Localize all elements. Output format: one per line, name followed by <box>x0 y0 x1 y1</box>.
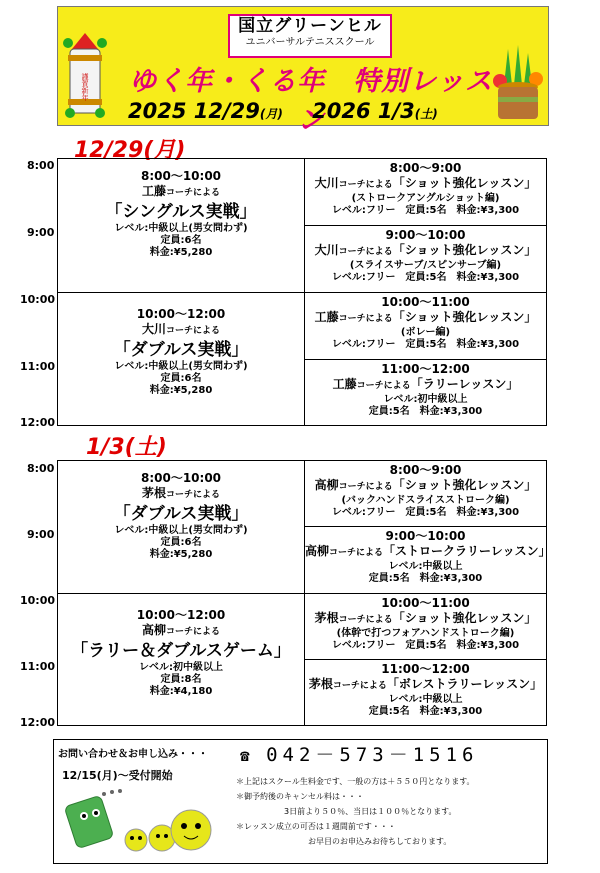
lesson-detail: レベル:初中級以上 <box>139 662 223 673</box>
time-label-11: 11:00 <box>20 660 56 673</box>
reception-start: 12/15(月)～受付開始 <box>62 769 173 782</box>
lesson-time: 10:00～11:00 <box>381 295 470 309</box>
lesson-detail: 定員:6名 <box>160 537 202 548</box>
phone-number[interactable] <box>240 740 478 767</box>
lesson-detail: 定員:6名 <box>160 235 202 246</box>
lesson-block <box>57 292 305 426</box>
kadomatsu-icon <box>62 29 108 121</box>
time-label-11: 11:00 <box>20 360 56 373</box>
date-end: 2026 1/3 <box>312 99 415 123</box>
header-banner <box>57 6 549 136</box>
lesson-coach: 大川コーチによる「ショット強化レッスン」 <box>314 176 537 190</box>
lesson-detail: 料金:¥5,280 <box>149 385 213 396</box>
lesson-block <box>304 292 547 360</box>
phone-text: 042－573－1516 <box>266 744 479 766</box>
time-label-12: 12:00 <box>20 416 56 429</box>
time-label-8: 8:00 <box>27 462 55 475</box>
lesson-detail: レベル:フリー 定員:5名 料金:¥3,300 <box>331 339 520 350</box>
lesson-title: 「ダブルス実戦」 <box>113 504 249 524</box>
note-line: お早目のお申込みお待ちしております。 <box>236 837 452 846</box>
lesson-block <box>57 158 305 293</box>
lesson-block <box>304 659 547 726</box>
lesson-coach: 大川コーチによる <box>141 322 221 336</box>
lesson-coach: 高柳コーチによる「ストロークラリーレッスン」 <box>305 544 551 558</box>
lesson-coach: 高柳コーチによる「ショット強化レッスン」 <box>314 478 537 492</box>
phone-icon: ☎ <box>240 746 250 765</box>
lesson-detail: レベル:中級以上(男女問わず) <box>114 361 248 372</box>
lesson-time: 8:00～9:00 <box>389 463 462 477</box>
kadomatsu-icon <box>490 45 546 123</box>
lesson-coach: 高柳コーチによる <box>141 623 221 637</box>
lesson-time: 10:00～11:00 <box>381 596 470 610</box>
lesson-block <box>304 593 547 660</box>
lesson-detail: レベル:中級以上 <box>388 694 463 705</box>
lesson-title: 「ダブルス実戦」 <box>113 340 249 360</box>
event-dates <box>128 99 498 123</box>
lesson-detail: 定員:6名 <box>160 373 202 384</box>
date-end-dow: (土) <box>414 107 438 121</box>
time-label-12: 12:00 <box>20 716 56 729</box>
lesson-time: 8:00～9:00 <box>389 161 462 175</box>
lesson-time: 8:00～10:00 <box>140 471 222 485</box>
date-start-dow: (月) <box>259 107 283 121</box>
lesson-title: 「シングルス実戦」 <box>105 202 257 222</box>
lesson-detail: 料金:¥4,180 <box>149 686 213 697</box>
lesson-detail: 料金:¥5,280 <box>149 247 213 258</box>
lesson-detail: (体幹で打つフォアハンドストローク編) <box>336 628 515 639</box>
brand-name: 国立グリーンヒル <box>238 16 382 36</box>
lesson-coach: 茅根コーチによる「ボレストラリーレッスン」 <box>308 677 543 691</box>
lesson-coach: 工藤コーチによる「ラリーレッスン」 <box>332 377 519 391</box>
lesson-block <box>304 359 547 426</box>
brand-sub: ユニバーサルテニススクール <box>245 37 375 48</box>
lesson-time: 10:00～12:00 <box>136 307 226 321</box>
lesson-detail: レベル:フリー 定員:5名 料金:¥3,300 <box>331 272 520 283</box>
lesson-detail: 定員:5名 料金:¥3,300 <box>368 406 483 417</box>
lesson-detail: (スライスサーブ/スピンサーブ編) <box>349 260 502 271</box>
lesson-detail: 料金:¥5,280 <box>149 549 213 560</box>
lesson-detail: レベル:中級以上(男女問わず) <box>114 525 248 536</box>
lesson-detail: レベル:フリー 定員:5名 料金:¥3,300 <box>331 640 520 651</box>
lesson-time: 9:00～10:00 <box>385 529 466 543</box>
lesson-detail: 定員:5名 料金:¥3,300 <box>368 573 483 584</box>
day-label-0103: 1/3(土) <box>86 435 167 460</box>
lesson-detail: レベル:フリー 定員:5名 料金:¥3,300 <box>331 507 520 518</box>
lesson-block <box>304 526 551 594</box>
notes <box>236 774 475 849</box>
contact-label: お問い合わせ＆お申し込み・・・ <box>58 749 208 760</box>
lesson-time: 8:00～10:00 <box>140 169 222 183</box>
brand-logo <box>228 14 392 58</box>
lesson-time: 11:00～12:00 <box>381 662 470 676</box>
time-label-9: 9:00 <box>27 226 55 239</box>
lesson-detail: レベル:初中級以上 <box>383 394 468 405</box>
lesson-coach: 大川コーチによる「ショット強化レッスン」 <box>314 243 537 257</box>
lesson-coach: 工藤コーチによる <box>141 184 221 198</box>
lesson-coach: 工藤コーチによる「ショット強化レッスン」 <box>314 310 537 324</box>
lesson-time: 9:00～10:00 <box>385 228 466 242</box>
lesson-title: 「ラリー＆ダブルスゲーム」 <box>71 641 291 661</box>
lesson-block <box>304 225 547 293</box>
kadomatsu-text: 謹賀新年 <box>81 73 89 101</box>
time-label-8: 8:00 <box>27 159 55 172</box>
lesson-detail: (バックハンドスライスストローク編) <box>341 495 510 506</box>
lesson-time: 11:00～12:00 <box>381 362 470 376</box>
time-label-10: 10:00 <box>20 594 56 607</box>
lesson-block <box>304 158 547 226</box>
note-line: 3日前より５０％、当日は１００％となります。 <box>236 807 457 816</box>
lesson-coach: 茅根コーチによる「ショット強化レッスン」 <box>314 611 537 625</box>
lesson-detail: (ストロークアングルショット編) <box>351 193 500 204</box>
tennis-ball-mascot-icon <box>64 786 214 860</box>
lesson-time: 10:00～12:00 <box>136 608 226 622</box>
lesson-coach: 茅根コーチによる <box>141 486 221 500</box>
lesson-block <box>57 460 305 594</box>
lesson-detail: 定員:5名 料金:¥3,300 <box>368 706 483 717</box>
note-line: ＊上記はスクール生料金です、一般の方は＋５５０円となります。 <box>236 777 475 786</box>
lesson-detail: レベル:フリー 定員:5名 料金:¥3,300 <box>331 205 520 216</box>
lesson-detail: (ボレー編) <box>400 327 451 338</box>
time-label-10: 10:00 <box>20 293 56 306</box>
event-title: ゆく年・くる年 特別レッスン <box>129 66 493 136</box>
lesson-block <box>304 460 547 527</box>
note-line: ＊レッスン成立の可否は１週間前です・・・ <box>236 822 396 831</box>
lesson-detail: レベル:中級以上 <box>388 561 463 572</box>
lesson-detail: レベル:中級以上(男女問わず) <box>114 223 248 234</box>
lesson-detail: 定員:8名 <box>160 674 202 685</box>
time-label-9: 9:00 <box>27 528 55 541</box>
day-label-1229: 12/29(月) <box>74 138 186 163</box>
note-line: ＊御予約後のキャンセル料は・・・ <box>236 792 364 801</box>
contact-footer <box>53 739 548 864</box>
lesson-block <box>57 593 305 726</box>
date-start: 2025 12/29 <box>128 99 260 123</box>
